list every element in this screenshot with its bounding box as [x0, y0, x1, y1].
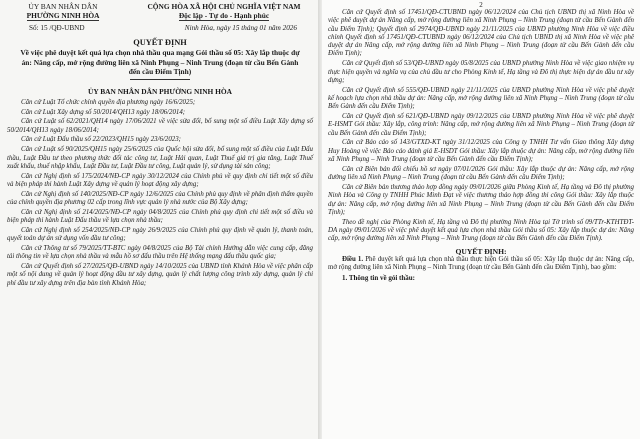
header [7, 2, 313, 21]
page-one [0, 0, 318, 439]
legal-basis-clause: Căn cứ Nghị định số 140/2025/NĐ-CP ngày 12/6/2025 của Chính phủ quy định về phân định thẩm quyền của chính quyền địa phương 02 cấp trong lĩnh vực quản lý nhà nước của Bộ Xây dựng; [7, 190, 313, 207]
legal-basis-clause: Căn cứ Quyết định số 555/QĐ-UBND ngày 21/11/2025 của UBND phường Ninh Hòa về việc phê duyệt kế hoạch lựa chọn nhà thầu dự án: Nâng cấp, mở rộng đường liên xã Ninh Phụng – Ninh Trung (đoạn từ cầu Bến Gành đến cầu Điểm Tịnh); [328, 86, 634, 111]
subject-divider [130, 79, 190, 80]
legal-basis-clause: Căn cứ Nghị định số 254/2025/NĐ-CP ngày 26/9/2025 của Chính phủ quy định về quản lý, thanh toán, quyết toán dự án sử dụng vốn đầu tư công; [7, 226, 313, 243]
legal-basis-clause: Căn cứ Biên bản đối chiếu hồ sơ ngày 07/01/2026 Gói thầu: Xây lắp thuộc dự án: Nâng cấp, mở rộng đường liên xã Ninh Phụng – Ninh Trung (đoạn từ cầu Bến Gành đến cầu Điểm Tịnh); [328, 165, 634, 182]
national-motto [135, 2, 313, 21]
legal-basis-clause: Căn cứ Luật Đấu thầu số 22/2023/QH15 ngày 23/6/2023; [21, 136, 181, 144]
legal-basis-clause: Căn cứ Quyết định số 27/2025/QĐ-UBND ngày 14/10/2025 của UBND tỉnh Khánh Hòa về việc phân cấp một số nội dung về quản lý hoạt động đầu tư xây dựng, quản lý chất lượng công trình xây dựng, quản lý chi phí đầu tư xây dựng trên địa bàn tỉnh Khánh Hòa; [7, 263, 313, 287]
legal-basis-clause: Căn cứ Quyết định số 621/QĐ-UBND ngày 09/12/2025 của UBND phường Ninh Hòa về việc phê duyệt E-HSMT Gói thầu: Xây lắp, công trình: Nâng cấp, mở rộng đường liên xã Ninh Phụng – Ninh Trung (đoạn từ cầu Bến Gành đến cầu Điểm Tịnh); [328, 113, 634, 137]
legal-basis-clause: Căn cứ Luật số 62/2021/QH14 ngày 17/06/2021 về việc sửa đổi, bổ sung một số điều Luật Xây dựng số 50/2014/QH13 ngày 18/06/2014; [7, 118, 313, 134]
page-number: 2 [479, 1, 483, 9]
decision-heading: QUYẾT ĐỊNH: [455, 246, 507, 256]
document-number: Số: 15 /QĐ-UBND [29, 24, 85, 32]
org-line-1: ỦY BAN NHÂN DÂN [28, 2, 98, 11]
legal-basis-clause: Căn cứ Biên bản thương thảo hợp đồng ngày 09/01/2026 giữa Phòng Kinh tế, Hạ tầng và Đô thị phường Ninh Hòa và Công ty TNHH Phúc Minh Đạt về việc thương thảo hợp đồng thi công Gói thầu: Xây lắp thuộc dự án: Nâng cấp, mở rộng đường liên xã Ninh Phụng – Ninh Trung (đoạn từ cầu Bến Gành đến cầu Điểm Tịnh); [328, 183, 634, 216]
nation-line-2: Độc lập - Tự do - Hạnh phúc [178, 11, 270, 20]
legal-basis-clause: Căn cứ Luật số 90/2025/QH15 ngày 25/6/2025 của Quốc hội sửa đổi, bổ sung một số điều của Luật Đấu thầu, Luật Đầu tư theo phương thức đối tác công tư, Luật Hải quan, Luật Thuế giá trị gia tăng, Luật Thuế xuất khẩu, thuế nhập khẩu, Luật Đầu tư, Luật Đầu tư công, Luật quản lý, sử dụng tài sản công; [7, 146, 313, 170]
legal-basis-clause: Căn cứ Quyết định số 53/QĐ-UBND ngày 05/8/2025 của UBND phường Ninh Hòa về việc giao nhiệm vụ thực hiện quyền và nghĩa vụ của chủ đầu tư cho Phòng Kinh tế, Hạ tầng và Đô thị thực hiện dự án đầu tư xây dựng; [328, 60, 634, 84]
article-1 [328, 256, 634, 273]
issuing-authority [7, 2, 119, 21]
org-line-2: PHƯỜNG NINH HÒA [26, 11, 100, 20]
legal-basis-clause: Căn cứ Luật Xây dựng số 50/2014/QH13 ngày 18/06/2014; [21, 108, 186, 116]
legal-basis-clause: Căn cứ Luật Tổ chức chính quyền địa phương ngày 16/6/2025; [21, 98, 196, 106]
legal-basis-clause: Căn cứ Quyết định số 17451/QĐ-CTUBND ngày 06/12/2024 của Chủ tịch UBND thị xã Ninh Hòa về việc phê duyệt dự án Nâng cấp, mở rộng đường liên xã Ninh Phụng – Ninh Trung (đoạn từ cầu Bến Gành đến cầu Điểm Tịnh); Quyết định số 2974/QĐ-UBND ngày 21/11/2025 của UBND phường Ninh Hòa về việc điều chỉnh Quyết định số 17451/QĐ-CTUBND ngày 06/12/2024 của Chủ tịch UBND thị xã Ninh Hòa về việc phê duyệt dự án Nâng cấp, mở rộng đường liên xã Ninh Phụng – Ninh Trung (đoạn từ cầu Bến Gành đến cầu Điểm Tịnh); [328, 9, 634, 58]
number-date-line [7, 24, 313, 32]
article-1-text: Phê duyệt kết quả lựa chọn nhà thầu thực hiện Gói thầu số 05: Xây lắp thuộc dự án: Nâng cấp, mở rộng đường liên xã Ninh Phụng – Ninh Trung (đoạn từ cầu Bến Gành đến cầu Điểm Tịnh), bao gồm: [328, 255, 634, 271]
legal-basis-clause: Căn cứ Nghị định số 214/2025/NĐ-CP ngày 04/8/2025 của Chính phủ quy định chi tiết một số điều và biện pháp thi hành Luật Đấu thầu về lựa chọn nhà thầu; [7, 208, 313, 225]
proposal-paragraph: Theo đề nghị của Phòng Kinh tế, Hạ tầng và Đô thị phường Ninh Hòa tại Tờ trình số 09/TTr-KTHTĐT-DA ngày 09/01/2026 về việc phê duyệt kết quả lựa chọn nhà thầu Gói thầu số 05: Xây lắp thuộc dự án: Nâng cấp, mở rộng đường liên xã Ninh Phụng – Ninh Trung (đoạn từ cầu Bến Gành đến cầu Điểm Tịnh). [328, 218, 634, 243]
page-two [322, 0, 640, 439]
nation-line-1: CỘNG HÒA XÃ HỘI CHỦ NGHĨA VIỆT NAM [147, 2, 301, 11]
section-1-heading: 1. Thông tin về gói thầu: [342, 274, 415, 283]
document-subject: Về việc phê duyệt kết quả lựa chọn nhà thầu qua mạng Gói thầu số 05: Xây lắp thuộc dự án: Nâng cấp, mở rộng đường liên xã Ninh Phụng – Ninh Trung (đoạn từ cầu Bến Gành đến cầu Điểm Tịnh) [20, 48, 300, 77]
document-title: QUYẾT ĐỊNH [133, 38, 187, 47]
authority-heading: ỦY BAN NHÂN DÂN PHƯỜNG NINH HÒA [88, 86, 232, 96]
legal-basis-clause: Căn cứ Báo cáo số 143/GTXD-KT ngày 31/12/2025 của Công ty TNHH Tư vấn Giao thông Xây dựng Huy Hoàng về việc Báo cáo đánh giá E-HSDT Gói thầu: Xây lắp thuộc dự án: Nâng cấp, mở rộng đường liên xã Ninh Phụng – Ninh Trung (đoạn từ cầu Bến Gành đến cầu Điểm Tịnh); [328, 139, 634, 164]
legal-basis-clause: Căn cứ Thông tư số 79/2025/TT-BTC ngày 04/8/2025 của Bộ Tài chính Hướng dẫn việc cung cấp, đăng tải thông tin về lựa chọn nhà thầu và mẫu hồ sơ đấu thầu trên Hệ thống mạng đấu thầu quốc gia; [7, 245, 313, 261]
legal-basis-clause: Căn cứ Nghị định số 175/2024/NĐ-CP ngày 30/12/2024 của Chính phủ về quy định chi tiết một số điều và biện pháp thi hành Luật Xây dựng về quản lý hoạt động xây dựng; [7, 172, 313, 188]
article-1-label: Điều 1. [342, 255, 364, 263]
place-date: Ninh Hòa, ngày 15 tháng 01 năm 2026 [184, 24, 297, 32]
